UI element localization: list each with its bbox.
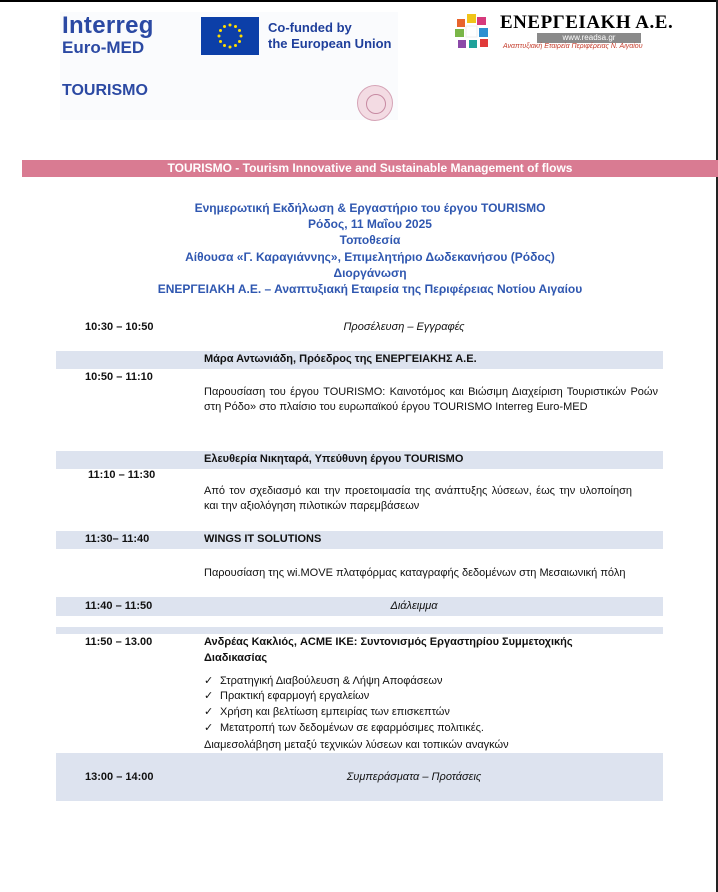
agenda-time: 11:30– 11:40 [85, 533, 150, 545]
agenda-description: Παρουσίαση του έργου TOURISMO: Καινοτόμος και Βιώσιμη Διαχείριση Τουριστικών Ροών στη Ρόδο» στο πλαίσιο του ευρωπαϊκού έργου TOURISMO Interreg Euro-MED [204, 386, 658, 413]
checklist-item: ✓ Μετατροπή των δεδομένων σε εφαρμόσιμες πολιτικές. [204, 722, 484, 734]
location-value: Αίθουσα «Γ. Καραγιάννης», Επιμελητήριο Δωδεκανήσου (Ρόδος) [185, 249, 555, 264]
event-title: Ενημερωτική Εκδήλωση & Εργαστήριο του έργου TOURISMO [194, 201, 546, 215]
event-intro [100, 200, 640, 297]
energeiaki-squares-icon [455, 14, 491, 50]
agenda-item-label: Προσέλευση – Εγγραφές [343, 321, 465, 333]
agenda-item-label: Διάλειμμα [390, 600, 438, 612]
organizer-value: ΕΝΕΡΓΕΙΑΚΗ Α.Ε. – Αναπτυξιακή Εταιρεία της Περιφέρειας Νοτίου Αιγαίου [157, 282, 583, 297]
agenda-speaker: Διαδικασίας [204, 652, 268, 664]
agenda-time: 11:10 – 11:30 [88, 469, 156, 481]
agenda-band [56, 627, 663, 634]
organizer-heading: Διοργάνωση [333, 265, 407, 280]
energeiaki-logo-name: ΕΝΕΡΓΕΙΑΚΗ Α.Ε. [500, 12, 674, 33]
checklist-item: ✓ Χρήση και βελτίωση εμπειρίας των επισκεπτών [204, 706, 450, 718]
interreg-logo-line1: Interreg [62, 12, 154, 39]
agenda-speaker: Μάρα Αντωνιάδη, Πρόεδρος της ΕΝΕΡΓΕΙΑΚΗΣ Α.Ε. [204, 353, 477, 365]
seal-icon [357, 85, 393, 121]
agenda-speaker: Ελευθερία Νικηταρά, Υπεύθυνη έργου TOURISMO [204, 453, 464, 465]
agenda-time: 10:50 – 11:10 [85, 371, 153, 383]
check-icon: ✓ [204, 690, 214, 702]
agenda-description: Από τον σχεδιασμό και την προετοιμασία της ανάπτυξης λύσεων, έως την υλοποίηση και την αξιολόγηση πιλοτικών παρεμβάσεων [204, 485, 632, 512]
agenda-time: 13:00 – 14:00 [85, 771, 154, 783]
event-date-place: Ρόδος, 11 Μαΐου 2025 [308, 217, 432, 232]
checklist-item: ✓ Στρατηγική Διαβούλευση & Λήψη Αποφάσεων [204, 675, 443, 687]
energeiaki-logo-subtitle: Αναπτυξιακή Εταιρεία Περιφέρειας Ν. Αιγαίου [503, 43, 643, 50]
agenda-item-label: Συμπεράσματα – Προτάσεις [346, 771, 482, 783]
page-top-border [0, 0, 718, 2]
eu-flag-icon [201, 17, 259, 55]
interreg-logo-line2: Euro-MED [62, 38, 145, 57]
check-icon: ✓ [204, 706, 214, 718]
agenda-description: Παρουσίαση της wi.MOVE πλατφόρμας καταγραφής δεδομένων στη Μεσαιωνική πόλη [204, 567, 626, 579]
interreg-logo [62, 14, 154, 58]
check-icon: ✓ [204, 722, 214, 734]
agenda-time: 10:30 – 10:50 [85, 321, 154, 333]
agenda-time: 11:40 – 11:50 [85, 600, 153, 612]
agenda-note: Διαμεσολάβηση μεταξύ τεχνικών λύσεων και τοπικών αναγκών [204, 739, 509, 751]
project-title-band: TOURISMO - Tourism Innovative and Sustainable Management of flows [22, 160, 718, 177]
tourismo-project-logo: TOURISMO [62, 82, 148, 99]
energeiaki-logo-website: www.readsa.gr [537, 33, 641, 43]
cofunded-eu-text: Co-funded by the European Union [268, 20, 392, 51]
agenda-speaker: Ανδρέας Κακλιός, ACME ΙΚΕ: Συντονισμός Εργαστηρίου Συμμετοχικής [204, 636, 573, 648]
check-icon: ✓ [204, 675, 214, 687]
location-heading: Τοποθεσία [339, 233, 401, 248]
agenda-speaker: WINGS IT SOLUTIONS [204, 533, 322, 545]
checklist-item: ✓ Πρακτική εφαρμογή εργαλείων [204, 690, 370, 702]
agenda-time: 11:50 – 13.00 [85, 636, 153, 648]
